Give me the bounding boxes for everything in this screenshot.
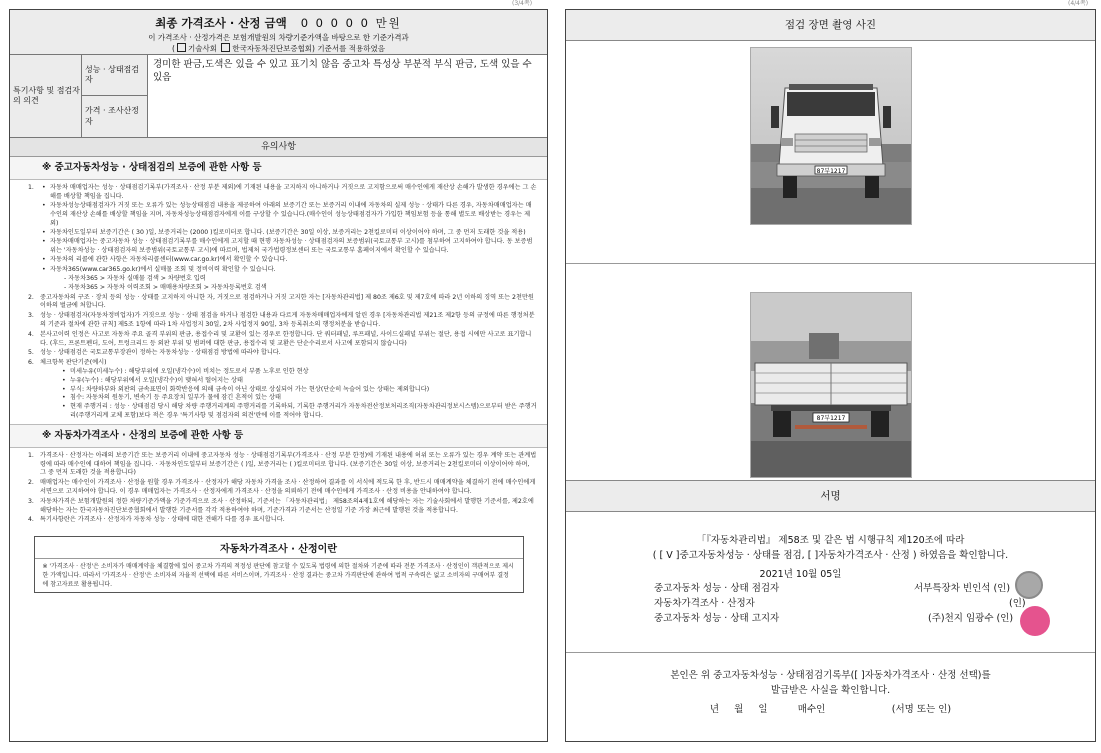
signer-role: 중고자동차 성능 · 상태 고지자	[654, 613, 780, 624]
list-item: 1. 가격조사 · 산정자는 아래의 보증기간 또는 보증거리 이내에 중고자동차 성능 · 상태점검기록부(가격조사 · 산정 부분 한정)에 기재된 내용에 허위 또는 오류가 있는 경우 계약 또는 관계법령에 따라 매수인에 대하여 책임을 집니다. · 자동차인도일부터 보증기간은 ( )일, 보증거리는 ( )킬로미터로 합니다. (보증기간은 30일 이상, 보증거리는 2천킬로미터 이상이어야 하며, 그 중 먼저 도래한 것을 적용합니다)	[28, 451, 537, 477]
company-seal-icon	[1020, 606, 1050, 636]
sign-date: 2021년 10월 05일	[759, 569, 842, 580]
list-item: 1. • 자동차 매매업자는 성능 · 상태점검기록부(가격조사 · 산정 부분 제외)에 기재된 내용을 고지하지 아니하거나 거짓으로 고지함으로써 매수인에게 재산상 손해가 발생한 경우에는 그 손해를 배상할 책임을 집니다. • 자동차성능상태점검자가 거짓 또는 오류가 있는 성능상태점검 내용을 제공하여 아래의 보증기간 또는 보증거리 이내에 자동차의 실제 성능 · 상태가 다른 경우, 자동차매매업자는 매수인의 재산상 손해를 배상할 책임을 지며, 자동차성능상태점검자에게 이를 구상할 수 있습니다.(매수인이 성능상태점검자가 가입한 책임보험 등을 통해 별도로 배상받는 경우는 제외) • 자동차인도일부터 보증기간은 ( 30 )일, 보증거리는 (2000 )킬로미터로 합니다. (보증기간은 30일 이상, 보증거리는 2천킬로미터 이상이어야 하며, 그 중 먼저 도래한 것을 적용) • 자동차매매업자는 중고자동차 성능 · 상태점검기록부를 매수인에게 고지할 때 현행 자동차성능 · 상태점검자의 보증범위(국토교통부 고시)를 첨부하여 고지하여야 합니다. 동 보증범위는 '자동차성능 · 상태점검자의 보증범위(국토교통부 고시)에 따르며, 법제처 국가법령정보센터 또는 국토교통부 홈페이지에서 확인할 수 있습니다. • 자동차의 리콜에 관한 사항은 자동차리콜센터(www.car.go.kr)에서 확인할 수 있습니다. • 자동차365(www.car365.go.kr)에서 실매물 조회 및 정비이력 확인할 수 있습니다. - 자동차365 > 자동차 실매물 검색 > 차량번호 입력 - 자동차365 > 자동차 이력조회 > 매매용차량조회 > 자동차등록번호 검색	[28, 184, 537, 293]
signer-role: 중고자동차 성능 · 상태 점검자	[654, 583, 780, 594]
receipt-line-2: 발급받은 사실을 확인합니다.	[770, 685, 891, 696]
inspector-opinion-text: 경미한 판금,도색은 있을 수 있고 표기치 않음 중고차 특성상 부분적 부식 판금, 도색 있을 수 있음	[153, 59, 532, 84]
final-price-title-row	[10, 15, 547, 31]
checkbox-technical-society[interactable]	[177, 43, 186, 52]
price-basis-note: 이 가격조사 · 산정가격은 보험개발원의 차량기준가액을 바탕으로 한 기준가격과	[148, 33, 409, 42]
photo-divider	[566, 263, 1095, 264]
list-item: 2. 중고자동차의 구조 · 장치 등의 성능 · 상태를 고지하지 아니한 자, 거짓으로 점검하거나 거짓 고지한 자는 [자동차관리법] 제 80조 제6호 및 제7호에 따라 2년 이하의 징역 또는 2천만원 이하의 벌금에 처합니다.	[28, 293, 534, 310]
price-warranty-notes	[10, 448, 547, 528]
final-price-header	[10, 10, 547, 55]
list-item: 6. 체크항목 판단기준(예시) • 미세누유(미세누수) : 해당부위에 오일(냉각수)이 비치는 정도로서 부품 노후로 인한 현상 • 누유(누수) : 해당부위에서 오일(냉각수)이 맺혀서 떨어지는 상태 • 부식: 차량하부와 외판의 금속표면이 화학반응에 의해 금속이 아닌 상태로 상실되어 가는 현상(단순히 녹슬어 있는 상태는 제외합니다) • 침수: 자동차의 원동기, 변속기 등 주요장치 일부가 물에 잠긴 흔적이 있는 상태 • 현재 주행거리 : 성능 · 상태점검 당시 해당 차량 주행거리계의 주행거리를 기록하되, 기록한 주행거리가 자동차전산정보처리조직(자동차관리정보시스템)으로부터 받은 주행거리(주행거리계 교체 포함)보다 적은 경우 '특기사항 및 점검자의 의견'란에 이를 적어야 합니다.	[28, 359, 537, 421]
left-page-number: (3/4쪽)	[512, 0, 533, 7]
list-item: 4. 본사고이력 인정은 사고로 자동차 주요 골격 부위의 판금, 용접수리 및 교환이 있는 경우로 한정합니다. 단 쿼터패널, 루프패널, 사이드실패널 부위는 절단, 용접 시에만 사고로 표기합니다. (후드, 프론트펜더, 도어, 트렁크리드 등 외판 부위 및 범퍼에 대한 판금, 용접수리 및 교환은 단순수리로서 사고에 포함되지 않습니다)	[28, 330, 532, 347]
list-item: 5. 성능 · 상태점검은 국토교통부장관이 정하는 자동차성능 · 상태점검 방법에 따라야 합니다.	[28, 349, 281, 357]
rear-plate: 87부1217	[816, 415, 846, 422]
front-plate: 87부1217	[816, 168, 846, 175]
photo-section-bar: 점검 장면 촬영 사진	[566, 10, 1095, 41]
price-appraisal-definition-box	[34, 536, 524, 593]
appraiser-sublabel: 가격 · 조사산정자	[82, 96, 148, 137]
list-item: 2. 매매업자는 매수인이 가격조사 · 산정을 원할 경우 가격조사 · 산정자가 해당 자동차 가격을 조사 · 산정하여 결과를 이 서식에 적도록 한 후, 반드시 매매계약을 체결하기 전에 매수인에게 서면으로 고지하여야 합니다. 이 경우 매매업자는 가격조사 · 산정자에게 가격조사 · 산정을 의뢰하기 전에 매수인에게 가격조사 · 산정 비용을 안내하여야 합니다.	[28, 479, 536, 495]
price-warranty-title: ※ 자동차가격조사 · 산정의 보증에 관한 사항 등	[10, 424, 547, 448]
receipt-divider	[566, 652, 1095, 653]
special-notes-label: 특기사항 및 점검자의 의견	[10, 55, 82, 137]
signer-name: (인)	[1009, 598, 1026, 609]
signer-name: 서부특장차 빈인석 (인)	[914, 583, 1011, 594]
standard-option-row: ( 기술사회 한국자동차진단보증협회) 기준서를 적용하였음	[172, 44, 385, 53]
law-basis-line: 「『자동차관리법』 제58조 및 같은 법 시행규칙 제120조에 따라	[696, 535, 965, 546]
list-item: 4. 특기사항란은 가격조사 · 산정자가 자동차 성능 · 상태에 대한 견해가 다를 경우 표시합니다.	[28, 516, 285, 524]
right-page	[565, 9, 1096, 742]
right-page-number: (4/4쪽)	[1068, 0, 1089, 7]
truck-front-photo	[750, 47, 912, 225]
confirmation-line: ( [ V ]중고자동차성능 · 상태를 점검, [ ]자동차가격조사 · 산정 ) 하였음을 확인합니다.	[652, 550, 1009, 561]
left-page	[9, 9, 548, 742]
inspector-seal-icon	[1015, 571, 1043, 599]
notice-bar: 유의사항	[10, 138, 547, 157]
receipt-line-3: 년 월 일 매수인 (서명 또는 인)	[709, 704, 952, 715]
signer-role: 자동차가격조사 · 산정자	[654, 598, 755, 609]
list-item: 3. 자동차가격은 보험개발원의 정한 차량기준가액을 기준가격으로 조사 · 산정하되, 기준서는 「자동차관리법」 제58조의4제1호에 해당하는 자는 기술사회에서 발행한 기준서를, 제2호에 해당하는 자는 한국자동차진단보증협회에서 발행한 기준서를 각각 적용하여야 하며, 기준가격과 기준서는 산정일 기준 가장 최근에 발행된 것을 적용합니다.	[28, 497, 534, 514]
final-price-amount: 0 0 0 0 0 만원	[300, 16, 402, 30]
checkbox-diagnosis-association[interactable]	[221, 43, 230, 52]
special-notes-section	[10, 55, 547, 138]
final-price-title: 최종 가격조사 · 산정 금액	[155, 16, 287, 30]
inspection-warranty-notes	[10, 180, 547, 424]
list-item: 3. 성능 · 상태점검자(자동차정비업자)가 거짓으로 성능 · 상태 점검을 하거나 점검한 내용과 다르게 자동차매매업자에게 알린 경우 [자동차관리법 제21조 제2항 등의 규정에 따른 행정처분의 기준과 절차에 관한 규칙] 제5조 1항에 따라 1차 사업정지 30일, 2차 사업정지 90일, 3차 등록취소의 행정처분을 받습니다.	[28, 312, 535, 328]
receipt-line-1: 본인은 위 중고자동차성능 · 상태점검기록부([ ]자동차가격조사 · 산정 선택)를	[670, 670, 991, 681]
inspector-sublabel: 성능 · 상태점검자	[82, 55, 148, 96]
definition-text: ※ '가격조사 · 산정'은 소비자가 매매계약을 체결함에 있어 중고차 가격의 적정성 판단에 참고할 수 있도록 법령에 의한 절차와 기준에 따라 전문 가격조사 · 산정인이 객관적으로 제시한 가액입니다. 따라서 '가격조사 · 산정'은 소비자의 자율적 선택에 따른 서비스이며, 가격조사 · 산정 결과는 중고차 가격판단에 관하여 법적 구속력은 없고 소비자의 구매여부 결정에 참고자료로 활용됩니다.	[42, 563, 514, 589]
definition-title: 자동차가격조사 · 산정이란	[35, 537, 523, 559]
signature-section-bar: 서명	[566, 480, 1095, 512]
truck-rear-photo	[750, 292, 912, 478]
signer-name: (주)천지 임광수 (인)	[928, 613, 1014, 624]
inspection-warranty-title: ※ 중고자동차성능 · 상태점검의 보증에 관한 사항 등	[10, 157, 547, 180]
